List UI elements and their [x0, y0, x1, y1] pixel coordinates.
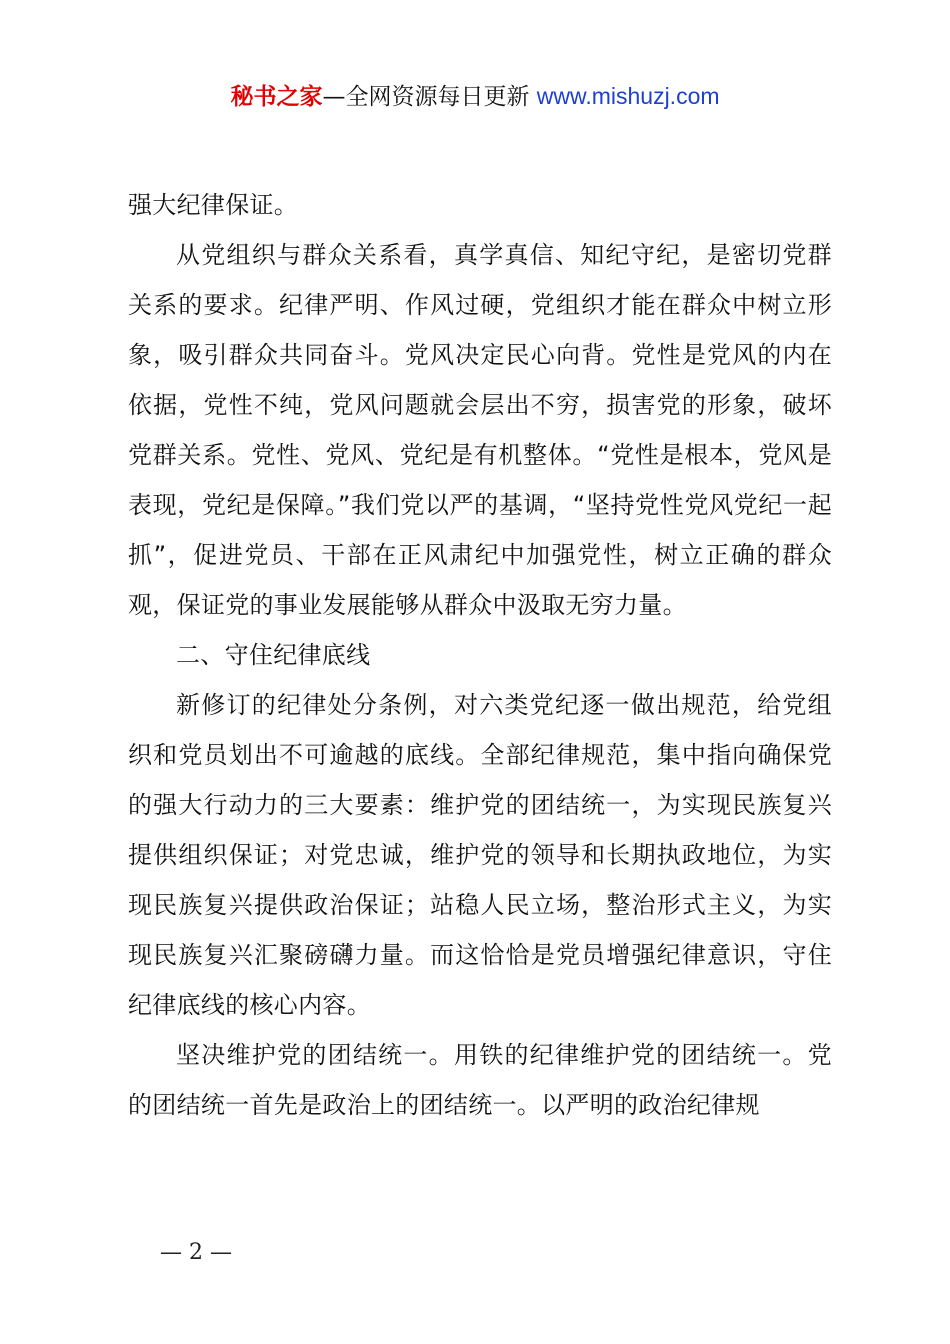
- site-url[interactable]: www.mishuzj.com: [536, 83, 720, 109]
- section-heading: 二、守住纪律底线: [176, 641, 371, 669]
- site-header: [0, 80, 950, 113]
- document-body: [128, 180, 832, 1130]
- paragraph-party-mass-relations: 从党组织与群众关系看，真学真信、知纪守纪，是密切党群关系的要求。纪律严明、作风过硬，党组织才能在群众中树立形象，吸引群众共同奋斗。党风决定民心向背。党性是党风的内在依据，党性不纯，党风问题就会层出不穷，损害党的形象，破坏党群关系。党性、党风、党纪是有机整体。“党性是根本，党风是表现，党纪是保障。”我们党以严的基调，“坚持党性党风党纪一起抓”，促进党员、干部在正风肃纪中加强党性，树立正确的群众观，保证党的事业发展能够从群众中汲取无穷力量。: [128, 241, 832, 619]
- header-slogan: —全网资源每日更新: [322, 84, 530, 110]
- paragraph-unity: 坚决维护党的团结统一。用铁的纪律维护党的团结统一。党的团结统一首先是政治上的团结统一。以严明的政治纪律规: [128, 1041, 832, 1119]
- paragraph-continuation: 强大纪律保证。: [128, 191, 299, 219]
- page-number: — 2 —: [160, 1240, 232, 1265]
- brand-name: 秘书之家: [230, 84, 323, 110]
- paragraph-discipline-regulations: 新修订的纪律处分条例，对六类党纪逐一做出规范，给党组织和党员划出不可逾越的底线。全部纪律规范，集中指向确保党的强大行动力的三大要素：维护党的团结统一，为实现民族复兴提供组织保证；对党忠诚，维护党的领导和长期执政地位，为实现民族复兴提供政治保证；站稳人民立场，整治形式主义，为实现民族复兴汇聚磅礴力量。而这恰恰是党员增强纪律意识，守住纪律底线的核心内容。: [128, 691, 832, 1019]
